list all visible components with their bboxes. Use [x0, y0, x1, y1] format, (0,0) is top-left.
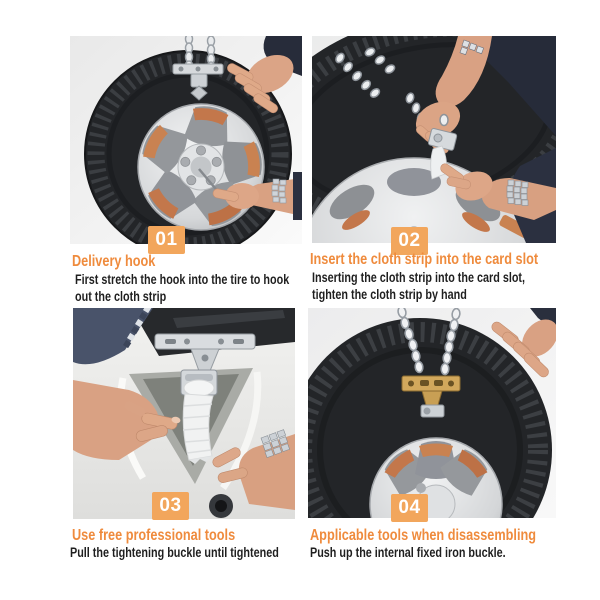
step-description-line: tighten the cloth strip by hand	[312, 287, 467, 302]
step-description-line: Pull the tightening buckle until tightened	[70, 545, 279, 560]
step-description-line: First stretch the hook into the tire to hook	[75, 272, 290, 287]
ratchet-buckle	[181, 370, 217, 396]
step-number-badge: 01	[148, 226, 185, 254]
step-4-photo	[308, 308, 556, 518]
step-description-line: Inserting the cloth strip into the card slot,	[312, 270, 526, 285]
insert-strip-illustration	[312, 36, 556, 243]
step-1-photo	[70, 36, 302, 244]
pull-buckle-illustration	[73, 308, 295, 519]
cloth-strip	[183, 394, 213, 464]
step-title: Delivery hook	[72, 253, 156, 270]
step-description-line: out the cloth strip	[75, 289, 167, 304]
step-number-badge: 03	[152, 492, 189, 520]
step-title: Applicable tools when disassembling	[310, 527, 536, 544]
step-2-photo	[312, 36, 556, 243]
cloth-strip	[431, 146, 447, 179]
step-title: Insert the cloth strip into the card slot	[310, 251, 539, 268]
step-number-badge: 04	[391, 494, 428, 522]
step-description-line: Push up the internal fixed iron buckle.	[310, 545, 506, 560]
step-number-badge: 02	[391, 227, 428, 255]
tire-chain-hook-illustration	[70, 36, 302, 244]
step-3-photo	[73, 308, 295, 519]
step-title: Use free professional tools	[72, 527, 236, 544]
installed-chain-illustration	[308, 308, 556, 518]
